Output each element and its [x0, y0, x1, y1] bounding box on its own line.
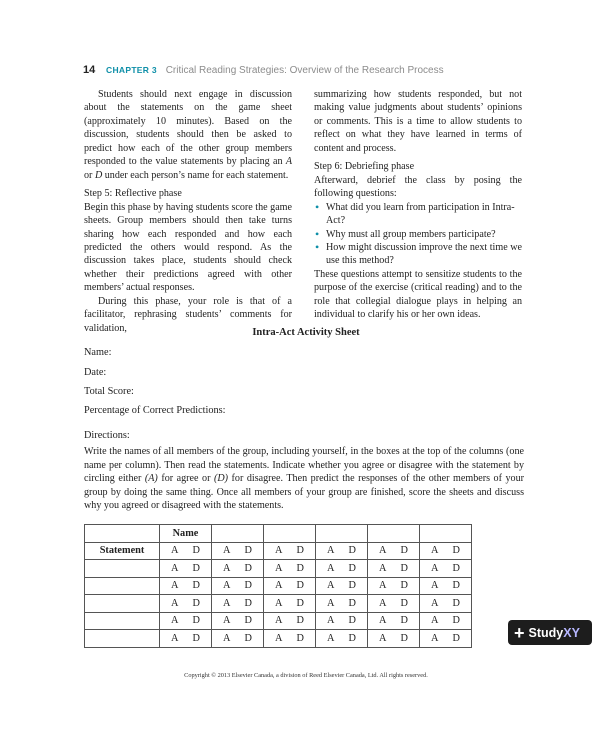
- activity-table: [84, 524, 472, 648]
- agree-option[interactable]: A: [275, 632, 283, 644]
- choice-cell: [264, 595, 316, 613]
- choice-pair: [316, 580, 367, 591]
- agree-option[interactable]: A: [431, 597, 439, 609]
- agree-option[interactable]: A: [275, 580, 283, 592]
- disagree-option[interactable]: D: [192, 615, 200, 627]
- name-cell[interactable]: [316, 525, 368, 543]
- disagree-option[interactable]: D: [244, 632, 252, 644]
- page-number: 14: [83, 64, 96, 76]
- choice-cell: [368, 630, 420, 648]
- name-field-label: Name:: [84, 347, 112, 358]
- table-header-row: [85, 525, 472, 543]
- choice-cell: [316, 595, 368, 613]
- disagree-option[interactable]: D: [244, 562, 252, 574]
- disagree-option[interactable]: D: [296, 580, 304, 592]
- choice-cell: [160, 560, 212, 578]
- agree-option[interactable]: A: [275, 562, 283, 574]
- choice-cell: [420, 577, 472, 595]
- choice-pair: [160, 580, 211, 591]
- disagree-option[interactable]: D: [192, 632, 200, 644]
- table-row: [85, 630, 472, 648]
- choice-pair: [160, 598, 211, 609]
- choice-pair: [368, 545, 419, 556]
- choice-pair: [212, 615, 263, 626]
- choice-pair: [316, 563, 367, 574]
- choice-cell: [212, 542, 264, 560]
- agree-option[interactable]: A: [275, 615, 283, 627]
- choice-cell: [160, 595, 212, 613]
- agree-option[interactable]: A: [327, 615, 335, 627]
- statement-cell[interactable]: [85, 612, 160, 630]
- paragraph: These questions attempt to sensitize students to the purpose of the exercise (critical reading) and to the role that collegial dialogue plays in helping an individual to clarify his or her own ideas.: [314, 268, 522, 321]
- agree-option[interactable]: A: [327, 580, 335, 592]
- choice-pair: [160, 563, 211, 574]
- table-row: [85, 560, 472, 578]
- disagree-option[interactable]: D: [348, 615, 356, 627]
- choice-pair: [160, 633, 211, 644]
- disagree-option[interactable]: D: [452, 562, 460, 574]
- agree-option[interactable]: A: [223, 632, 231, 644]
- disagree-option[interactable]: D: [452, 580, 460, 592]
- statement-header: Statement: [85, 542, 160, 560]
- agree-option[interactable]: A: [431, 615, 439, 627]
- choice-cell: [420, 630, 472, 648]
- disagree-option[interactable]: D: [452, 545, 460, 557]
- choice-pair: [264, 580, 315, 591]
- statement-cell[interactable]: [85, 560, 160, 578]
- agree-option[interactable]: A: [327, 545, 335, 557]
- choice-pair: [316, 615, 367, 626]
- choice-cell: [160, 542, 212, 560]
- choice-pair: [368, 580, 419, 591]
- agree-option[interactable]: A: [379, 597, 387, 609]
- choice-pair: [420, 615, 471, 626]
- choice-pair: [420, 563, 471, 574]
- disagree-option[interactable]: D: [452, 632, 460, 644]
- choice-cell: [316, 560, 368, 578]
- choice-cell: [316, 542, 368, 560]
- copyright-notice: Copyright © 2013 Elsevier Canada, a division of Reed Elsevier Canada, Ltd. All rights reserved.: [184, 672, 428, 679]
- disagree-option[interactable]: D: [244, 545, 252, 557]
- choice-pair: [212, 633, 263, 644]
- choice-cell: [420, 542, 472, 560]
- choice-pair: [212, 580, 263, 591]
- choice-pair: [316, 545, 367, 556]
- plus-icon: +: [514, 622, 525, 643]
- choice-pair: [264, 563, 315, 574]
- choice-cell: [316, 630, 368, 648]
- left-column: [84, 88, 292, 335]
- choice-cell: [368, 612, 420, 630]
- choice-pair: [212, 563, 263, 574]
- right-column: [314, 88, 522, 322]
- table-row: [85, 577, 472, 595]
- paragraph: Begin this phase by having students score the game sheets. Group members should then take turns sharing how each responded and how each predicted the others would respond. As the discussion takes place, students should check whether their predictions agreed with other members’ actual responses.: [84, 201, 293, 294]
- choice-pair: [420, 545, 471, 556]
- agree-option[interactable]: A: [171, 597, 179, 609]
- disagree-option[interactable]: D: [400, 632, 408, 644]
- running-header: [83, 64, 444, 76]
- agree-option[interactable]: A: [379, 615, 387, 627]
- name-header: Name: [160, 525, 212, 543]
- choice-pair: [316, 598, 367, 609]
- choice-cell: [264, 560, 316, 578]
- choice-pair: [368, 615, 419, 626]
- choice-cell: [264, 612, 316, 630]
- choice-cell: [316, 612, 368, 630]
- agree-option[interactable]: A: [223, 615, 231, 627]
- choice-pair: [368, 598, 419, 609]
- name-cell[interactable]: [264, 525, 316, 543]
- disagree-option[interactable]: D: [244, 597, 252, 609]
- disagree-option[interactable]: D: [400, 597, 408, 609]
- choice-pair: [160, 545, 211, 556]
- name-cell[interactable]: [212, 525, 264, 543]
- choice-cell: [264, 630, 316, 648]
- agree-option[interactable]: A: [327, 562, 335, 574]
- agree-option[interactable]: A: [171, 632, 179, 644]
- total-score-label: Total Score:: [84, 386, 134, 397]
- sheet-title: Intra-Act Activity Sheet: [252, 327, 360, 338]
- agree-option[interactable]: A: [171, 545, 179, 557]
- choice-pair: [264, 545, 315, 556]
- choice-cell: [212, 612, 264, 630]
- table-row: [85, 612, 472, 630]
- disagree-option[interactable]: D: [192, 580, 200, 592]
- choice-cell: [160, 612, 212, 630]
- choice-cell: [212, 577, 264, 595]
- agree-option[interactable]: A: [275, 545, 283, 557]
- agree-option[interactable]: A: [223, 580, 231, 592]
- choice-pair: [368, 633, 419, 644]
- choice-pair: [420, 580, 471, 591]
- disagree-option[interactable]: D: [400, 562, 408, 574]
- chapter-label: CHAPTER 3: [106, 65, 157, 75]
- choice-pair: [420, 598, 471, 609]
- list-item: • What did you learn from participation in Intra-Act?: [314, 201, 522, 228]
- agree-option[interactable]: A: [171, 580, 179, 592]
- list-item: • How might discussion improve the next time we use this method?: [314, 241, 522, 268]
- statement-cell[interactable]: [85, 630, 160, 648]
- choice-cell: [368, 577, 420, 595]
- agree-option[interactable]: A: [223, 545, 231, 557]
- disagree-option[interactable]: D: [400, 545, 408, 557]
- choice-cell: [420, 560, 472, 578]
- percentage-label: Percentage of Correct Predictions:: [84, 405, 226, 416]
- disagree-option[interactable]: D: [192, 597, 200, 609]
- choice-cell: [160, 630, 212, 648]
- paragraph: During this phase, your role is that of a facilitator, rephrasing students’ comments for validation,: [84, 295, 292, 334]
- badge-xy-text: XY: [563, 625, 580, 640]
- choice-pair: [160, 615, 211, 626]
- choice-pair: [316, 633, 367, 644]
- disagree-option[interactable]: D: [244, 580, 252, 592]
- disagree-option[interactable]: D: [296, 597, 304, 609]
- agree-option[interactable]: A: [327, 632, 335, 644]
- chapter-title: Critical Reading Strategies: Overview of the Research Process: [165, 65, 444, 76]
- paragraph: summarizing how students responded, but not making value judgments about students’ opinions or comments. This is a time to allow students to reflect on what they have learned in terms of content and process.: [314, 89, 522, 154]
- disagree-option[interactable]: D: [296, 562, 304, 574]
- disagree-option[interactable]: D: [348, 632, 356, 644]
- disagree-option[interactable]: D: [400, 615, 408, 627]
- agree-option[interactable]: A: [431, 580, 439, 592]
- choice-pair: [264, 615, 315, 626]
- choice-cell: [420, 595, 472, 613]
- choice-pair: [212, 598, 263, 609]
- disagree-option[interactable]: D: [348, 580, 356, 592]
- choice-pair: [368, 563, 419, 574]
- choice-pair: [264, 633, 315, 644]
- choice-cell: [368, 560, 420, 578]
- disagree-option[interactable]: D: [296, 545, 304, 557]
- choice-pair: [212, 545, 263, 556]
- disagree-option[interactable]: D: [400, 580, 408, 592]
- agree-option[interactable]: A: [379, 580, 387, 592]
- choice-cell: [368, 595, 420, 613]
- choice-pair: [264, 598, 315, 609]
- agree-option[interactable]: A: [379, 545, 387, 557]
- statement-cell[interactable]: [85, 577, 160, 595]
- choice-cell: [212, 630, 264, 648]
- disagree-option[interactable]: D: [348, 597, 356, 609]
- agree-option[interactable]: A: [171, 615, 179, 627]
- step5-heading: Step 5: Reflective phase: [84, 188, 182, 200]
- agree-option[interactable]: A: [431, 562, 439, 574]
- choice-cell: [264, 577, 316, 595]
- disagree-option[interactable]: D: [244, 615, 252, 627]
- step6-heading: Step 6: Debriefing phase: [314, 161, 415, 173]
- agree-option[interactable]: A: [171, 562, 179, 574]
- choice-cell: [368, 542, 420, 560]
- directions-text: Write the names of all members of the group, including yourself, in the boxes at the top of the columns (one name per column). Then read the statements. Indicate whether you agree or disagree with the statement by circling either (A) for agree or (D) for disagree. Then predict the responses of the other members of your group by doing the same thing. Once all members of your group are finished, score the sheets and discuss why you agreed or disagreed with the statements.: [84, 446, 525, 511]
- directions-label: Directions:: [84, 430, 130, 441]
- date-field-label: Date:: [84, 367, 107, 378]
- disagree-option[interactable]: D: [452, 597, 460, 609]
- agree-option[interactable]: A: [379, 632, 387, 644]
- choice-cell: [420, 612, 472, 630]
- agree-option[interactable]: A: [223, 562, 231, 574]
- studyxy-badge[interactable]: [508, 620, 592, 645]
- name-cell[interactable]: [368, 525, 420, 543]
- choice-cell: [264, 542, 316, 560]
- table-row: [85, 595, 472, 613]
- choice-cell: [212, 595, 264, 613]
- name-cell[interactable]: [420, 525, 472, 543]
- agree-option[interactable]: A: [223, 597, 231, 609]
- disagree-option[interactable]: D: [348, 562, 356, 574]
- disagree-option[interactable]: D: [296, 615, 304, 627]
- agree-option[interactable]: A: [431, 632, 439, 644]
- paragraph: Afterward, debrief the class by posing the following questions:: [314, 174, 522, 200]
- choice-cell: [316, 577, 368, 595]
- table-row: [85, 542, 472, 560]
- list-item: • Why must all group members participate?: [314, 228, 522, 241]
- question-list: [314, 201, 522, 268]
- agree-option[interactable]: A: [431, 545, 439, 557]
- disagree-option[interactable]: D: [192, 562, 200, 574]
- badge-study-text: Study: [528, 625, 564, 640]
- choice-pair: [420, 633, 471, 644]
- disagree-option[interactable]: D: [192, 545, 200, 557]
- agree-option[interactable]: A: [327, 597, 335, 609]
- statement-cell[interactable]: [85, 595, 160, 613]
- disagree-option[interactable]: D: [452, 615, 460, 627]
- disagree-option[interactable]: D: [296, 632, 304, 644]
- disagree-option[interactable]: D: [348, 545, 356, 557]
- agree-option[interactable]: A: [275, 597, 283, 609]
- empty-cell: [85, 525, 160, 543]
- choice-cell: [212, 560, 264, 578]
- choice-cell: [160, 577, 212, 595]
- agree-option[interactable]: A: [379, 562, 387, 574]
- paragraph: Students should next engage in discussion about the statements on the game sheet (approximately 10 minutes). Based on the discussion, students should then be asked to predict how each of the other group members responded to the value statements by placing an A or D under each person’s name for each statement.: [84, 89, 292, 181]
